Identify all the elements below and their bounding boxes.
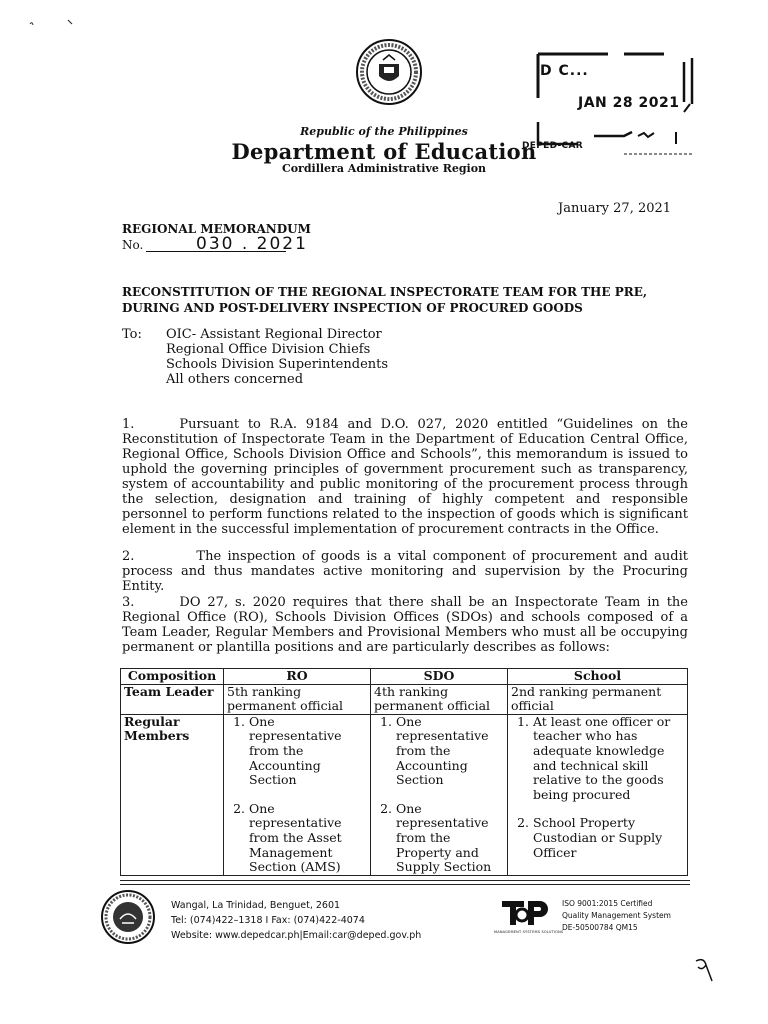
table-header-row bbox=[121, 669, 688, 685]
paragraph-2 bbox=[122, 549, 688, 594]
handwritten-mark bbox=[692, 955, 716, 985]
republic-title: Republic of the Philippines bbox=[300, 125, 468, 138]
table-cell: 2nd ranking permanent official bbox=[508, 684, 688, 714]
iso-line: ISO 9001:2015 Certified bbox=[562, 899, 653, 908]
table-cell bbox=[371, 714, 508, 875]
footer-rule bbox=[120, 884, 690, 885]
tqp-logo-icon bbox=[498, 893, 548, 933]
table-row bbox=[121, 714, 688, 875]
paragraph-number: 2. bbox=[122, 549, 135, 564]
paragraph-1 bbox=[122, 417, 688, 537]
memo-date: January 27, 2021 bbox=[558, 201, 672, 216]
recipient-list bbox=[166, 327, 388, 387]
memo-number-label: No. bbox=[122, 238, 144, 252]
paragraph-text: DO 27, s. 2020 requires that there shall be an Inspectorate Team in the Regional Office (RO), Schools Division Offices (SDOs) and schools composed of a Team Leader, Regular Members and Provisional Members who must all be occupying permanent or plantilla positions and are particularly describes as follows: bbox=[122, 595, 688, 655]
list-item: 2. School Property Custodian or Supply Officer bbox=[533, 816, 684, 860]
composition-table bbox=[120, 668, 688, 876]
corner-ink-mark bbox=[28, 16, 88, 30]
recipient: OIC- Assistant Regional Director bbox=[166, 327, 382, 342]
column-header: RO bbox=[224, 669, 371, 685]
footer-website: Website: www.depedcar.ph|Email:car@deped.gov.ph bbox=[171, 930, 422, 941]
table-row bbox=[121, 684, 688, 714]
recipient: Schools Division Superintendents bbox=[166, 357, 389, 372]
iso-line: Quality Management System bbox=[562, 911, 671, 920]
memo-type: REGIONAL MEMORANDUM bbox=[122, 222, 311, 236]
paragraph-text: The inspection of goods is a vital component of procurement and audit process and thus mandates active monitoring and supervision by the Procuring Entity. bbox=[122, 549, 688, 594]
recipient: Regional Office Division Chiefs bbox=[166, 342, 371, 357]
footer-contact bbox=[171, 898, 421, 943]
footer-rule bbox=[120, 880, 690, 881]
list-item: 2. One representative from the Asset Management Section (AMS) bbox=[249, 802, 367, 875]
list-item: 2. One representative from the Property and Supply Section bbox=[396, 802, 504, 875]
memo-subject: RECONSTITUTION OF THE REGIONAL INSPECTORATE TEAM FOR THE PRE, DURING AND POST-DELIVERY INSPECTION OF PROCURED GOODS bbox=[122, 285, 648, 315]
paragraph-number: 3. bbox=[122, 595, 135, 610]
row-label: Regular Members bbox=[121, 714, 224, 875]
list-item: 1. One representative from the Accounting Section bbox=[249, 715, 367, 788]
row-label: Team Leader bbox=[121, 684, 224, 714]
column-header: Composition bbox=[121, 669, 224, 685]
table-cell bbox=[224, 714, 371, 875]
table-cell: 4th ranking permanent official bbox=[371, 684, 508, 714]
recipient: All others concerned bbox=[166, 372, 304, 387]
iso-line: DE-50500784 QM15 bbox=[562, 923, 638, 932]
paragraph-text: Pursuant to R.A. 9184 and D.O. 027, 2020 entitled “Guidelines on the Reconstitution of Inspectorate Team in the Department of Education Central Office, Regional Office, Schools Division Office and Schools”, this memorandum is issued to uphold the governing principles of government procurement such as transparency, system of accountability and public monitoring of the procurement process through the selection, designation and training of highly competent and responsible personnel to perform functions related to the inspection of goods which is significant element in the successful implementation of procurement contracts in the Office. bbox=[122, 417, 688, 537]
paragraph-number: 1. bbox=[122, 417, 135, 432]
list-item: 1. One representative from the Accounting Section bbox=[396, 715, 504, 788]
table-cell: 5th ranking permanent official bbox=[224, 684, 371, 714]
column-header: School bbox=[508, 669, 688, 685]
list-item: 1. At least one officer or teacher who has adequate knowledge and technical skill relative to the goods being procured bbox=[533, 715, 684, 803]
memo-number: 030 . 2021 bbox=[196, 234, 308, 254]
stamp-office: DEPED-CAR bbox=[522, 141, 583, 151]
deped-seal-icon bbox=[355, 38, 423, 106]
to-label: To: bbox=[122, 327, 142, 342]
deped-car-logo-icon bbox=[100, 889, 156, 945]
tqp-caption: MANAGEMENT SYSTEMS SOLUTIONS bbox=[494, 930, 564, 934]
region-title: Cordillera Administrative Region bbox=[281, 162, 487, 175]
iso-certification bbox=[562, 898, 671, 934]
table-cell bbox=[508, 714, 688, 875]
stamp-date: JAN 28 2021 bbox=[578, 95, 680, 111]
footer-phone: Tel: (074)422–1318 I Fax: (074)422-4074 bbox=[171, 915, 365, 926]
paragraph-3 bbox=[122, 595, 688, 655]
department-title: Department of Education bbox=[231, 139, 537, 164]
stamp-code: D C... bbox=[540, 63, 589, 79]
column-header: SDO bbox=[371, 669, 508, 685]
footer-address: Wangal, La Trinidad, Benguet, 2601 bbox=[171, 900, 341, 911]
